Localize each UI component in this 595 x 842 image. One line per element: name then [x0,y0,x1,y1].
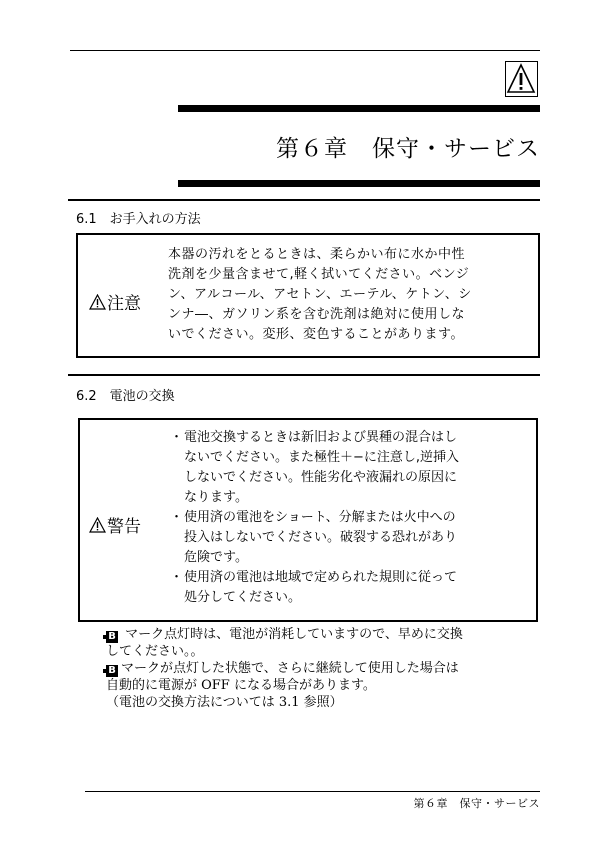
bullet-mark: ・ [170,570,184,585]
caution-line: ン、アルコール、アセトン、エーテル、ケトン、シ [168,287,472,302]
bullet-line: 投入はしないでください。破裂する恐れがあり [184,530,458,545]
warning-icon [506,62,536,95]
bullet-item [170,508,530,568]
bullet-line: 使用済の電池は地域で定められた規則に従って [184,570,458,585]
caution-line: 本器の汚れをとるときは、柔らかい布に水か中性 [168,247,466,262]
section-heading-6-1: 6.1 お手入れの方法 [76,212,201,227]
caution-content [168,245,530,345]
battery-icon: B [106,631,118,643]
bullet-line: ないでください。また極性＋−に注意し,逆挿入 [184,450,460,465]
bullet-item [170,428,530,508]
bullet-line: 処分してください。 [184,590,302,605]
note-line: B マークが点灯した状態で、さらに継続して使用した場合は [106,660,542,677]
warning-label-icon [89,517,106,533]
caution-icon [89,294,106,310]
caution-label [89,289,141,314]
caution-line: ンナ―、ガソリン系を含む洗剤は絶対に使用しな [168,307,466,322]
section-rule-2 [68,374,540,376]
caution-text: 注意 [107,294,141,314]
footer-text: 第６章 保守・サービス [413,797,540,810]
section-rule-1 [68,199,540,201]
note-line: B マーク点灯時は、電池が消耗していますので、早めに交換 [106,626,542,643]
bullet-line: しないでください。性能劣化や液漏れの原因に [184,470,458,485]
warning-symbol-box [505,61,538,97]
bullet-line: 電池交換するときは新旧および異種の混合はし [184,430,458,445]
caution-line: 洗剤を少量含ませて,軽く拭いてください。ベンジ [168,267,470,282]
footer-rule [85,791,540,792]
warning-label [89,512,141,537]
battery-notes [106,626,542,711]
title-bar-top [178,105,540,112]
bullet-line: なります。 [184,490,248,505]
chapter-title: 第６章 保守・サービス [276,136,540,162]
caution-line: いでください。変形、変色することがあります。 [168,327,464,342]
warning-bullets [170,428,530,608]
bullet-item [170,568,530,608]
section-heading-6-2: 6.2 電池の交換 [76,389,175,404]
warning-text: 警告 [107,517,141,537]
bullet-line: 使用済の電池をショート、分解または火中への [184,510,456,525]
note-line: （電池の交換方法については 3.1 参照） [106,695,343,710]
bullet-line: 危険です。 [184,550,248,565]
bullet-mark: ・ [170,430,184,445]
note-line: 自動的に電源が OFF になる場合があります。 [106,678,376,693]
bullet-mark: ・ [170,510,184,525]
title-bar-bottom [178,180,540,187]
top-rule [70,50,540,51]
battery-icon: B [106,665,118,677]
note-line: してください。。 [106,644,204,659]
